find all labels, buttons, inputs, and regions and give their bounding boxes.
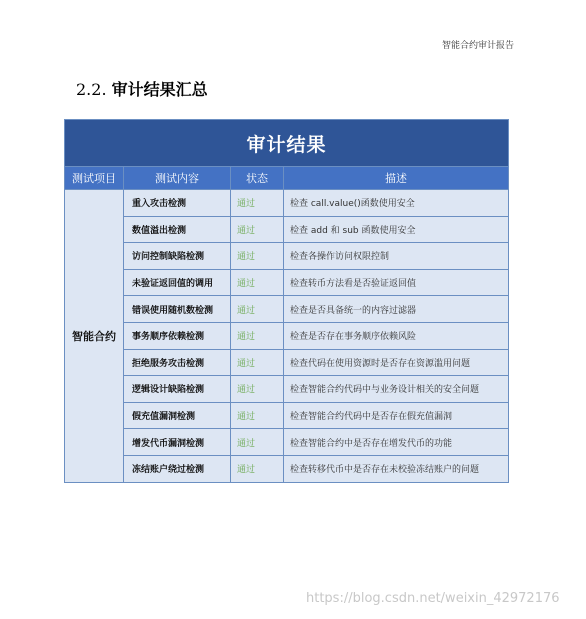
section-title: 审计结果汇总 [111,80,208,99]
status-cell: 通过 [231,269,284,296]
status-cell: 通过 [231,429,284,456]
status-cell: 通过 [231,455,284,482]
description-cell: 检查 call.value()函数使用安全 [284,190,509,217]
watermark: https://blog.csdn.net/weixin_42972176 [306,591,560,606]
description-cell: 检查是否具备统一的内容过滤器 [284,296,509,323]
test-item-cell: 逻辑设计缺陷检测 [124,376,231,403]
test-item-cell: 事务顺序依赖检测 [124,322,231,349]
description-cell: 检查智能合约代码中是否存在假充值漏洞 [284,402,509,429]
description-cell: 检查 add 和 sub 函数使用安全 [284,216,509,243]
status-cell: 通过 [231,216,284,243]
column-header-content: 测试内容 [124,167,231,190]
status-cell: 通过 [231,296,284,323]
test-item-cell: 拒绝服务攻击检测 [124,349,231,376]
table-row [65,402,509,429]
test-item-cell: 重入攻击检测 [124,190,231,217]
column-header-status: 状态 [231,167,284,190]
table-row [65,322,509,349]
table-row [65,216,509,243]
table-row [65,376,509,403]
category-cell: 智能合约 [65,190,124,483]
status-cell: 通过 [231,243,284,270]
status-cell: 通过 [231,402,284,429]
status-cell: 通过 [231,349,284,376]
table-title: 审计结果 [65,120,509,167]
description-cell: 检查各操作访问权限控制 [284,243,509,270]
table-row [65,349,509,376]
test-item-cell: 数值溢出检测 [124,216,231,243]
table-row [65,455,509,482]
audit-results-table [64,119,509,483]
test-item-cell: 冻结账户绕过检测 [124,455,231,482]
table-row [65,269,509,296]
status-cell: 通过 [231,190,284,217]
description-cell: 检查智能合约中是否存在增发代币的功能 [284,429,509,456]
test-item-cell: 假充值漏洞检测 [124,402,231,429]
table-row [65,296,509,323]
table-row [65,429,509,456]
description-cell: 检查转币方法看是否验证返回值 [284,269,509,296]
test-item-cell: 错误使用随机数检测 [124,296,231,323]
section-number: 2.2. [76,80,107,99]
description-cell: 检查智能合约代码中与业务设计相关的安全问题 [284,376,509,403]
status-cell: 通过 [231,322,284,349]
table-row [65,243,509,270]
description-cell: 检查转移代币中是否存在未校验冻结账户的问题 [284,455,509,482]
table-row [65,190,509,217]
test-item-cell: 增发代币漏洞检测 [124,429,231,456]
description-cell: 检查代码在使用资源时是否存在资源滥用问题 [284,349,509,376]
test-item-cell: 未验证返回值的调用 [124,269,231,296]
description-cell: 检查是否存在事务顺序依赖风险 [284,322,509,349]
status-cell: 通过 [231,376,284,403]
section-heading [76,77,208,100]
column-header-description: 描述 [284,167,509,190]
running-header: 智能合约审计报告 [441,41,514,51]
column-header-item: 测试项目 [65,167,124,190]
test-item-cell: 访问控制缺陷检测 [124,243,231,270]
